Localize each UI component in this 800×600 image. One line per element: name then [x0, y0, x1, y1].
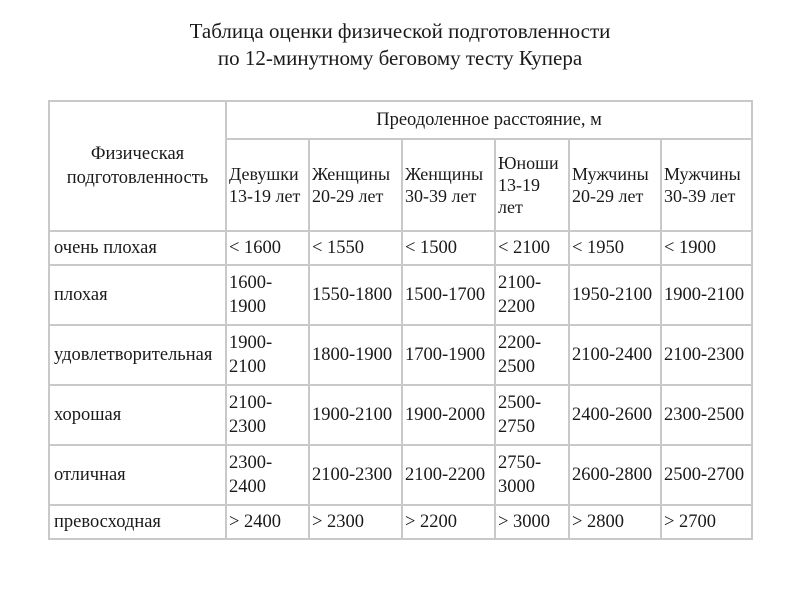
- table-cell: 2300-2400: [226, 445, 309, 505]
- table-cell: > 2200: [402, 505, 495, 539]
- table-cell: 2100-2200: [495, 265, 569, 325]
- fitness-table: [48, 100, 753, 540]
- column-header: Юноши 13-19 лет: [495, 139, 569, 231]
- column-header: Женщины 30-39 лет: [402, 139, 495, 231]
- table-cell: 2400-2600: [569, 385, 661, 445]
- table-cell: 2300-2500: [661, 385, 752, 445]
- column-header: Мужчины 20-29 лет: [569, 139, 661, 231]
- table-cell: 2500-2750: [495, 385, 569, 445]
- table-cell: 1550-1800: [309, 265, 402, 325]
- table-row: [49, 265, 752, 325]
- group-header-cell: Преодоленное расстояние, м: [226, 101, 752, 139]
- column-header: Женщины 20-29 лет: [309, 139, 402, 231]
- table-cell: 2100-2200: [402, 445, 495, 505]
- row-label: хорошая: [49, 385, 226, 445]
- table-cell: < 1600: [226, 231, 309, 265]
- table-cell: 1900-2100: [309, 385, 402, 445]
- table-cell: 1900-2100: [661, 265, 752, 325]
- table-cell: 2500-2700: [661, 445, 752, 505]
- header-row-group: [49, 101, 752, 139]
- table-cell: 1900-2000: [402, 385, 495, 445]
- table-cell: < 1900: [661, 231, 752, 265]
- table-cell: 2100-2300: [309, 445, 402, 505]
- table-cell: 1600-1900: [226, 265, 309, 325]
- table-cell: > 3000: [495, 505, 569, 539]
- title-line-2: по 12-минутному беговому тесту Купера: [217, 46, 583, 70]
- table-cell: 2100-2300: [661, 325, 752, 385]
- row-label: отличная: [49, 445, 226, 505]
- table-cell: 2200-2500: [495, 325, 569, 385]
- row-label: очень плохая: [49, 231, 226, 265]
- table-row: [49, 385, 752, 445]
- row-label: плохая: [49, 265, 226, 325]
- table-cell: 1700-1900: [402, 325, 495, 385]
- table-cell: > 2300: [309, 505, 402, 539]
- row-label: удовлетворительная: [49, 325, 226, 385]
- table-row: [49, 505, 752, 539]
- table-cell: 2100-2400: [569, 325, 661, 385]
- table-cell: 1500-1700: [402, 265, 495, 325]
- column-header: Мужчины 30-39 лет: [661, 139, 752, 231]
- table-cell: < 1950: [569, 231, 661, 265]
- table-cell: 2600-2800: [569, 445, 661, 505]
- table-cell: 1800-1900: [309, 325, 402, 385]
- table-row: [49, 325, 752, 385]
- page-title: [0, 18, 800, 72]
- table-cell: 2100-2300: [226, 385, 309, 445]
- table-cell: < 1500: [402, 231, 495, 265]
- table-cell: < 2100: [495, 231, 569, 265]
- table-cell: 2750-3000: [495, 445, 569, 505]
- column-header: Девушки 13-19 лет: [226, 139, 309, 231]
- table-cell: > 2400: [226, 505, 309, 539]
- table-cell: 1900-2100: [226, 325, 309, 385]
- table-row: [49, 231, 752, 265]
- table-cell: < 1550: [309, 231, 402, 265]
- row-header-cell: Физическая подготовленность: [49, 101, 226, 231]
- table-cell: > 2800: [569, 505, 661, 539]
- table-cell: > 2700: [661, 505, 752, 539]
- row-label: превосходная: [49, 505, 226, 539]
- table-cell: 1950-2100: [569, 265, 661, 325]
- title-line-1: Таблица оценки физической подготовленности: [189, 19, 611, 43]
- table-row: [49, 445, 752, 505]
